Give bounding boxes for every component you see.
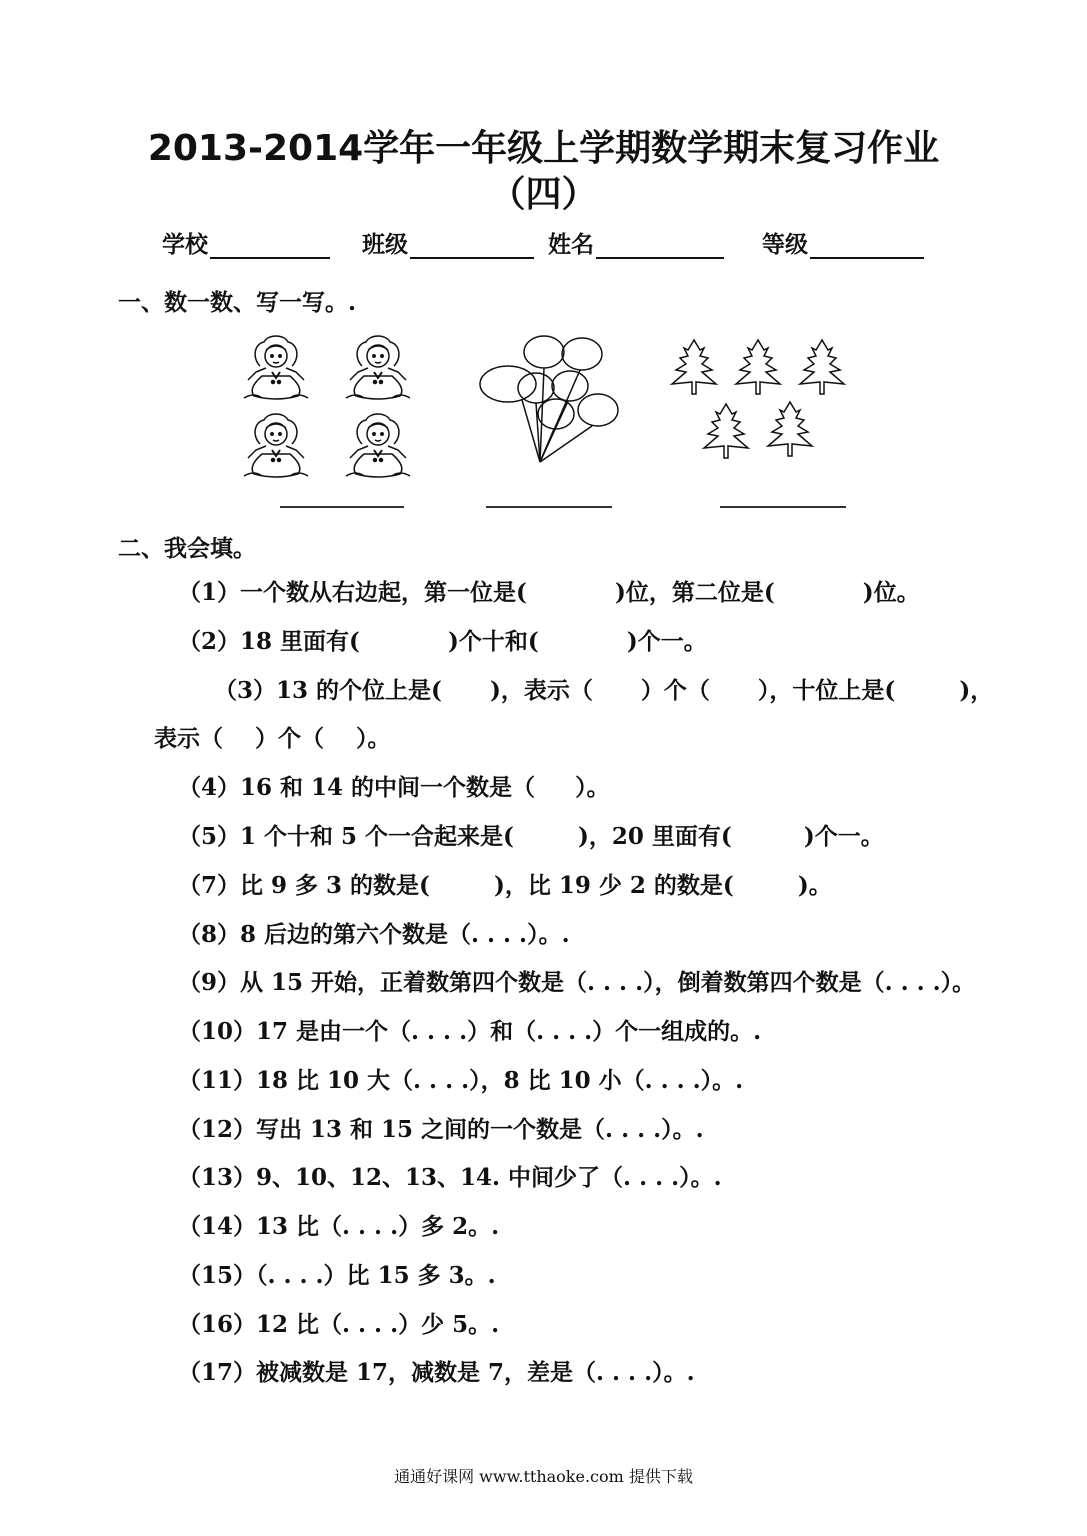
footer-credit: 通通好课网 www.tthaoke.com 提供下载 — [394, 1467, 693, 1486]
grade-field — [762, 226, 924, 259]
question-14: （14）13 比（. . . .）多 2。. — [178, 1213, 500, 1240]
balloon-answer-line[interactable] — [486, 506, 612, 508]
question-7: （7）比 9 多 3 的数是( )，比 19 少 2 的数是( )。 — [178, 872, 832, 899]
school-field — [162, 226, 330, 259]
question-2: （2）18 里面有( )个十和( )个一。 — [178, 628, 707, 655]
question-15: （15）（. . . .）比 15 多 3。. — [178, 1262, 496, 1289]
class-field — [362, 226, 534, 259]
question-4: （4）16 和 14 的中间一个数是（ ）。 — [178, 774, 610, 801]
section2-title: 二、我会填。 — [118, 535, 256, 562]
question-9: （9）从 15 开始，正着数第四个数是（. . . .），倒着数第四个数是（. . . .）。 — [178, 969, 976, 996]
question-12: （12）写出 13 和 15 之间的一个数是（. . . .）。. — [178, 1116, 704, 1143]
question-10: （10）17 是由一个（. . . .）和（. . . .）个一组成的。. — [178, 1018, 762, 1045]
doll-icon — [238, 330, 438, 490]
doll-answer-line[interactable] — [280, 506, 404, 508]
question-8: （8）8 后边的第六个数是（. . . .）。. — [178, 921, 570, 948]
class-label: 班级 — [362, 231, 408, 258]
section1-title: 一、数一数、写一写。. — [118, 289, 357, 316]
name-field — [548, 226, 724, 259]
class-blank[interactable] — [410, 231, 534, 259]
name-label: 姓名 — [548, 231, 594, 258]
page-subtitle: （四） — [489, 174, 598, 215]
page-title: 2013-2014学年一年级上学期数学期末复习作业 — [147, 128, 940, 169]
question-5: （5）1 个十和 5 个一合起来是( )，20 里面有( )个一。 — [178, 823, 884, 850]
tree-answer-line[interactable] — [720, 506, 846, 508]
school-blank[interactable] — [210, 231, 330, 259]
question-16: （16）12 比（. . . .）少 5。. — [178, 1311, 500, 1338]
question-3: （3）13 的个位上是( )，表示（ ）个（ ），十位上是( )， — [214, 677, 994, 704]
balloon-icon — [474, 332, 624, 472]
question-3-continued: 表示（ ）个（ ）。 — [154, 725, 391, 752]
tree-icon — [664, 338, 864, 468]
question-13: （13）9、10、12、13、14. 中间少了（. . . .）。. — [178, 1164, 722, 1191]
school-label: 学校 — [162, 231, 208, 258]
question-11: （11）18 比 10 大（. . . .），8 比 10 小（. . . .）。. — [178, 1067, 744, 1094]
grade-label: 等级 — [762, 231, 808, 258]
name-blank[interactable] — [596, 231, 724, 259]
grade-blank[interactable] — [810, 231, 924, 259]
question-1: （1）一个数从右边起，第一位是( )位，第二位是( )位。 — [178, 579, 920, 606]
student-info-row — [0, 226, 1087, 262]
question-17: （17）被减数是 17，减数是 7，差是（. . . .）。. — [178, 1359, 695, 1386]
